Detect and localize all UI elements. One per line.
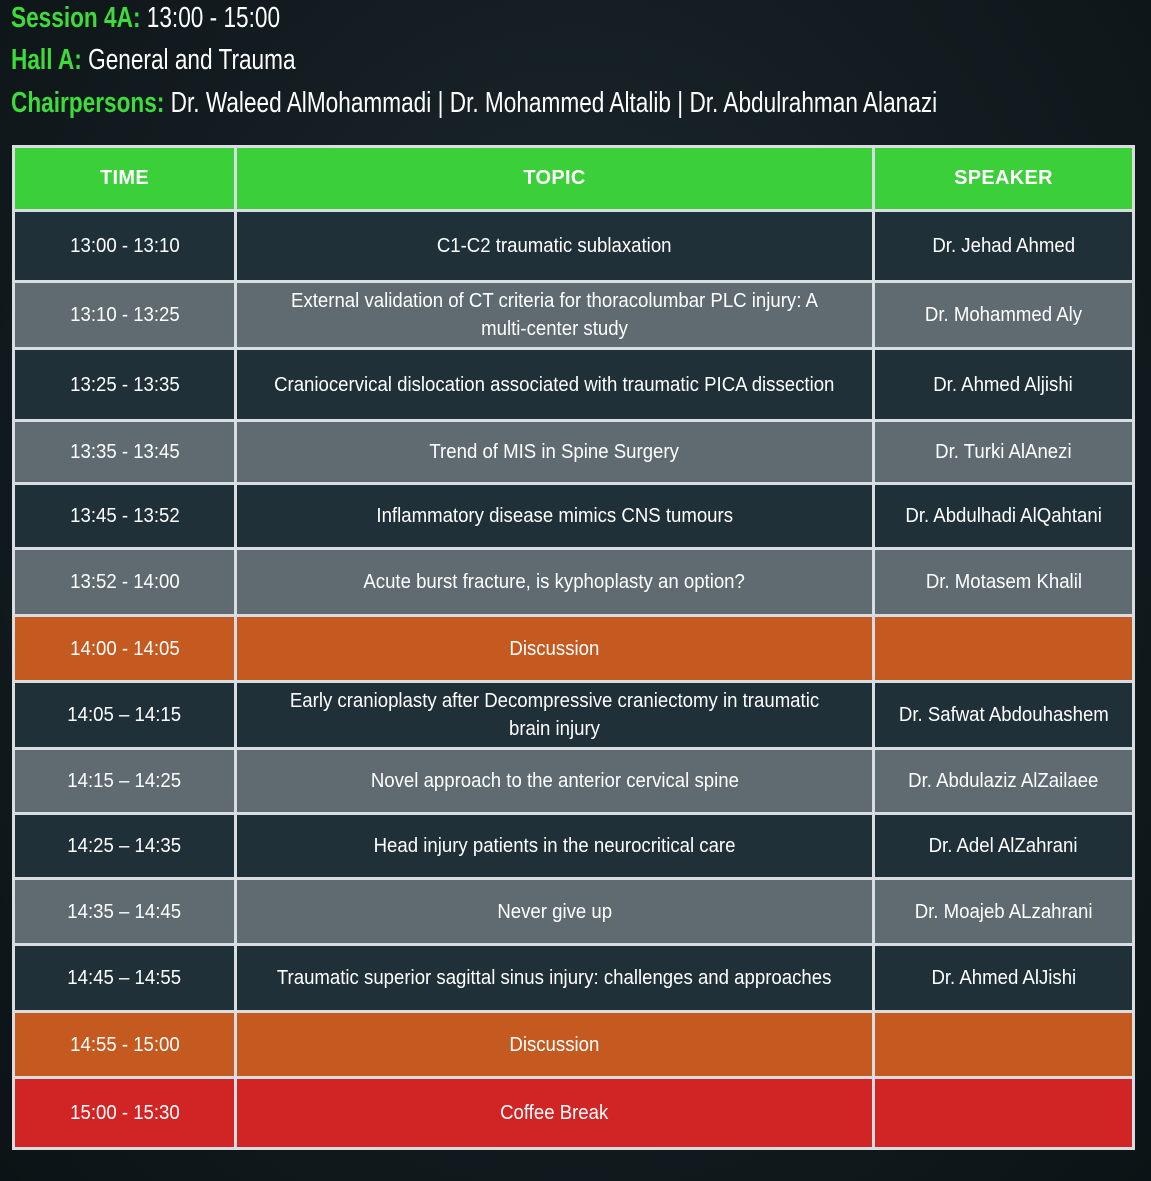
chairpersons-line bbox=[11, 87, 937, 120]
hall-name: General and Trauma bbox=[81, 44, 296, 76]
session-speaker-cell bbox=[874, 1078, 1134, 1149]
session-topic-cell bbox=[236, 211, 874, 282]
session-time-cell bbox=[14, 814, 236, 879]
table-row bbox=[14, 749, 1134, 814]
session-speaker-cell-text: Dr. Abdulhadi AlQahtani bbox=[905, 505, 1102, 527]
session-topic-cell-text: Inflammatory disease mimics CNS tumours bbox=[376, 505, 733, 527]
session-topic-cell bbox=[236, 421, 874, 484]
session-time-cell bbox=[14, 211, 236, 282]
session-topic-cell bbox=[236, 616, 874, 682]
session-speaker-cell bbox=[874, 484, 1134, 549]
session-time-cell-text: 13:52 - 14:00 bbox=[69, 571, 180, 593]
session-topic-cell-text: Acute burst fracture, is kyphoplasty an option? bbox=[363, 571, 746, 593]
session-line bbox=[11, 2, 280, 35]
session-topic-cell-text: Discussion bbox=[509, 637, 600, 660]
table-row bbox=[14, 945, 1134, 1012]
session-time-cell-text: 14:00 - 14:05 bbox=[69, 637, 180, 660]
session-time-cell-text: 14:05 – 14:15 bbox=[67, 704, 182, 726]
column-header-time: TIME bbox=[14, 147, 236, 211]
session-time-cell-text: 13:00 - 13:10 bbox=[69, 235, 180, 257]
session-time-cell bbox=[14, 484, 236, 549]
session-topic-cell-text: Craniocervical dislocation associated with traumatic PICA dissection bbox=[274, 373, 835, 396]
hall-label: Hall A: bbox=[11, 44, 82, 76]
table-row bbox=[14, 879, 1134, 945]
session-speaker-cell bbox=[874, 749, 1134, 814]
session-topic-cell-text: Novel approach to the anterior cervical spine bbox=[370, 770, 739, 792]
session-speaker-cell-text: Dr. Ahmed Aljishi bbox=[933, 373, 1074, 396]
table-row bbox=[14, 349, 1134, 421]
session-label: Session 4A: bbox=[11, 2, 141, 34]
session-speaker-cell-text: Dr. Adel AlZahrani bbox=[929, 835, 1078, 857]
session-time-cell-text: 13:45 - 13:52 bbox=[69, 505, 180, 527]
session-time-cell bbox=[14, 349, 236, 421]
session-topic-cell bbox=[236, 682, 874, 749]
session-speaker-cell-text: Dr. Moajeb ALzahrani bbox=[914, 900, 1093, 923]
session-time-cell-text: 14:25 – 14:35 bbox=[67, 835, 182, 857]
session-time-cell-text: 14:45 – 14:55 bbox=[67, 967, 182, 989]
schedule-table bbox=[12, 145, 1135, 1150]
session-time-cell bbox=[14, 549, 236, 616]
session-time-cell bbox=[14, 945, 236, 1012]
session-time-cell-text: 15:00 - 15:30 bbox=[69, 1102, 180, 1124]
table-row bbox=[14, 1012, 1134, 1078]
session-time-cell bbox=[14, 421, 236, 484]
column-header-speaker: SPEAKER bbox=[874, 147, 1134, 211]
hall-line bbox=[11, 44, 296, 77]
session-speaker-cell bbox=[874, 282, 1134, 349]
table-row bbox=[14, 484, 1134, 549]
chairpersons-label: Chairpersons: bbox=[11, 87, 165, 119]
table-row bbox=[14, 616, 1134, 682]
session-time-cell-text: 13:25 - 13:35 bbox=[69, 373, 180, 396]
session-time-cell bbox=[14, 282, 236, 349]
session-speaker-cell bbox=[874, 945, 1134, 1012]
session-topic-cell bbox=[236, 1012, 874, 1078]
session-time-cell bbox=[14, 1078, 236, 1149]
table-row bbox=[14, 421, 1134, 484]
session-topic-cell bbox=[236, 349, 874, 421]
session-topic-cell bbox=[236, 814, 874, 879]
session-topic-cell-text: Traumatic superior sagittal sinus injury: challenges and approaches bbox=[277, 967, 832, 989]
session-time-cell bbox=[14, 749, 236, 814]
session-speaker-cell bbox=[874, 814, 1134, 879]
column-header-topic: TOPIC bbox=[236, 147, 874, 211]
session-time-cell bbox=[14, 682, 236, 749]
schedule-table-container bbox=[12, 145, 1132, 1164]
chairpersons-names: Dr. Waleed AlMohammadi | Dr. Mohammed Altalib | Dr. Abdulrahman Alanazi bbox=[164, 87, 938, 119]
session-topic-cell-text: External validation of CT criteria for thoracolumbar PLC injury: A multi-center study bbox=[291, 290, 818, 340]
session-speaker-cell-text: Dr. Safwat Abdouhashem bbox=[898, 704, 1109, 726]
session-topic-cell-text: Early cranioplasty after Decompressive craniectomy in traumatic brain injury bbox=[289, 690, 820, 740]
session-time-cell bbox=[14, 1012, 236, 1078]
session-speaker-cell bbox=[874, 211, 1134, 282]
session-topic-cell-text: C1-C2 traumatic sublaxation bbox=[437, 235, 672, 257]
session-time-cell-text: 14:35 – 14:45 bbox=[67, 900, 182, 923]
session-topic-cell-text: Head injury patients in the neurocritical care bbox=[373, 835, 736, 857]
session-topic-cell bbox=[236, 749, 874, 814]
session-topic-cell bbox=[236, 879, 874, 945]
session-time-cell bbox=[14, 879, 236, 945]
session-topic-cell bbox=[236, 1078, 874, 1149]
schedule-rows bbox=[14, 211, 1134, 1149]
table-row bbox=[14, 1078, 1134, 1149]
session-speaker-cell bbox=[874, 682, 1134, 749]
session-topic-cell bbox=[236, 282, 874, 349]
session-speaker-cell-text: Dr. Turki AlAnezi bbox=[935, 441, 1072, 463]
table-row bbox=[14, 549, 1134, 616]
session-speaker-cell-text: Dr. Motasem Khalil bbox=[925, 571, 1082, 593]
session-topic-cell-text: Coffee Break bbox=[500, 1102, 609, 1124]
session-speaker-cell bbox=[874, 549, 1134, 616]
session-speaker-cell-text: Dr. Mohammed Aly bbox=[924, 304, 1083, 326]
session-speaker-cell bbox=[874, 879, 1134, 945]
session-speaker-cell-text: Dr. Ahmed AlJishi bbox=[931, 967, 1076, 989]
table-row bbox=[14, 282, 1134, 349]
session-speaker-cell-text: Dr. Jehad Ahmed bbox=[932, 235, 1075, 257]
table-header-row bbox=[14, 147, 1134, 211]
session-time: 13:00 - 15:00 bbox=[140, 2, 281, 34]
table-row bbox=[14, 682, 1134, 749]
session-speaker-cell bbox=[874, 421, 1134, 484]
table-row bbox=[14, 211, 1134, 282]
session-speaker-cell bbox=[874, 349, 1134, 421]
session-speaker-cell-text: Dr. Abdulaziz AlZailaee bbox=[908, 770, 1099, 792]
session-topic-cell bbox=[236, 549, 874, 616]
session-topic-cell-text: Discussion bbox=[509, 1033, 600, 1056]
table-row bbox=[14, 814, 1134, 879]
session-speaker-cell bbox=[874, 1012, 1134, 1078]
session-speaker-cell bbox=[874, 616, 1134, 682]
session-time-cell-text: 14:55 - 15:00 bbox=[69, 1033, 180, 1056]
session-time-cell bbox=[14, 616, 236, 682]
session-topic-cell-text: Never give up bbox=[497, 900, 612, 923]
session-time-cell-text: 14:15 – 14:25 bbox=[67, 770, 182, 792]
session-topic-cell bbox=[236, 484, 874, 549]
session-time-cell-text: 13:10 - 13:25 bbox=[69, 304, 180, 326]
session-time-cell-text: 13:35 - 13:45 bbox=[69, 441, 180, 463]
session-topic-cell-text: Trend of MIS in Spine Surgery bbox=[429, 441, 680, 463]
session-topic-cell bbox=[236, 945, 874, 1012]
